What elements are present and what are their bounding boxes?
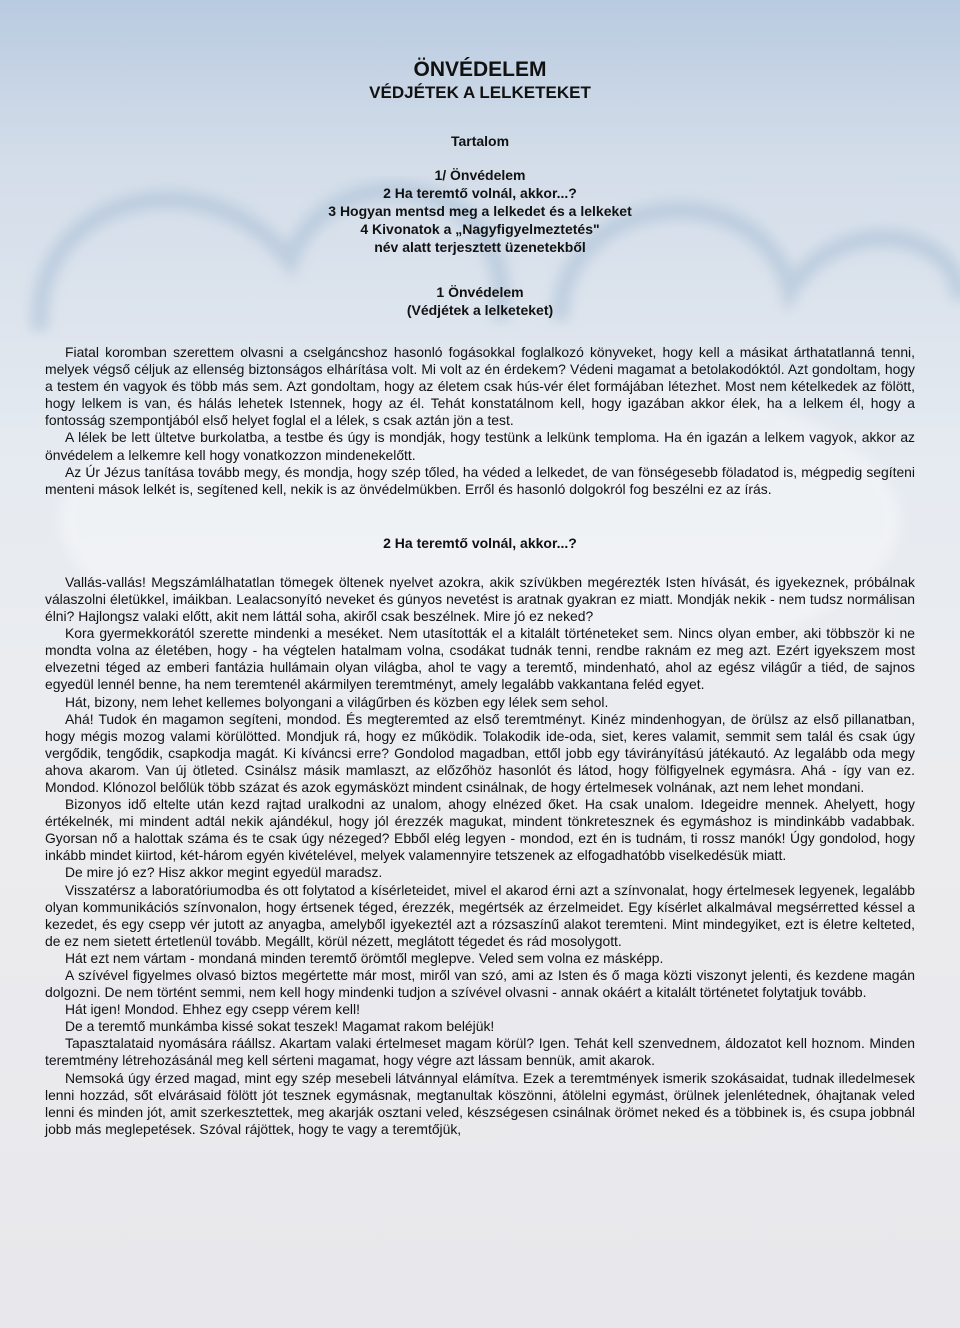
- paragraph: Kora gyermekkorától szerette mindenki a meséket. Nem utasították el a kitalált történeteket sem. Nincs olyan ember, aki többször ki ne mondta volna az életében, hogy - ha végtelen hatalmam volna, csodákat tudnák tenni, rendbe raknám ez meg azt. Ezért igyekszem most elvezetni téged az emberi fantázia hullámain olyan világba, ahol te vagy a teremtő, mindenható, ahol az egész világűr a tiéd, de sajnos egyedül lennél benne, ha nem teremtenél akármilyen teremtményt, amely legalább vakkantana feléd egyet.: [45, 625, 915, 693]
- toc-item: 1/ Önvédelem: [434, 167, 526, 183]
- table-of-contents: [45, 166, 915, 256]
- paragraph: Tapasztalataid nyomására ráállsz. Akartam valaki értelmeset magam körül? Igen. Tehát kell szenvednem, áldozatot kell hoznom. Minden teremtmény létrehozásánál meg kell sérteni magamat, hogy végre azt lássam bennük, amit akarok.: [45, 1035, 915, 1069]
- toc-item: név alatt terjesztett üzenetekből: [374, 239, 586, 255]
- document-title: ÖNVÉDELEM: [413, 58, 547, 81]
- paragraph: Hát, bizony, nem lehet kellemes bolyongani a világűrben és közben egy lélek sem sehol.: [65, 693, 609, 710]
- paragraph: De a teremtő munkámba kissé sokat teszek! Magamat rakom beléjük!: [65, 1018, 495, 1035]
- paragraph: A lélek be lett ültetve burkolatba, a testbe és úgy is mondják, hogy testünk a lelkünk temploma. Ha én igazán a lelkem vagyok, akkor az önvédelem a lelkemre kell hogy vonatkozzon mindenekelőtt.: [45, 429, 915, 463]
- paragraph: De mire jó ez? Hisz akkor megint egyedül maradsz.: [65, 864, 383, 881]
- section1-body: [45, 344, 915, 498]
- section1-subtitle: (Védjétek a lelketeket): [406, 302, 554, 318]
- section2-body: [45, 574, 915, 1138]
- paragraph: Hát ezt nem vártam - mondaná minden teremtő örömtől meglepve. Veled sem volna ez másképp.: [65, 949, 664, 966]
- paragraph: Ahá! Tudok én magamon segíteni, mondod. És megteremted az első teremtményt. Kinéz mindenhogyan, de örülsz az első pillanatban, hogy mégis mozog valami körülötted. Mondjuk rá, hogy ez működik. Tolakodik ide-oda, siet, keres valamit, semmit sem talál és csak úgy vergődik, tengődik, csapkodja magát. Ki kíváncsi erre? Gondolod magadban, ettől jobb egy távirányítású játékautó. Az legalább oda megy ahova akarom. Van új ötleted. Csinálsz másik mamlaszt, az előzőhöz hasonlót és látod, hogy fölfigyelnek egymásra. Ahá - így van ez. Mondod. Klónozol belőlük több százat és azok egymásközt mindent csinálnak, de hogy értelmesek volnának, azt nem lehet mondani.: [45, 710, 915, 795]
- document-subtitle: VÉDJÉTEK A LELKETEKET: [369, 83, 591, 102]
- paragraph: Vallás-vallás! Megszámlálhatatlan tömegek öltenek nyelvet azokra, akik szívükben megérezték Isten hívását, és igyekeznek, próbálnak válaszolni életükkel, imáikban. Lealacsonyító neveket és gúnyos nevetést is aratnak gyakran ez miatt. Mondják nekik - nem tudsz normálisan élni? Hajlongsz valaki előtt, akit nem láttál soha, akiről csak beszélnek. Mire jó ez neked?: [45, 573, 915, 625]
- paragraph: Fiatal koromban szerettem olvasni a cselgáncshoz hasonló fogásokkal foglalkozó könyveket, hogy kell a másikat árthatatlanná tenni, melyek végső céljuk az ellenség biztonságos elhárítása volt. Mi volt az én érdekem? Védeni magamat a betolakodóktól. Azt gondoltam, hogy a testem én vagyok és több más sem. Azt gondoltam, hogy az életem csak hús-vér élet formájában létezhet. Most nem kételkedek az fölött, hogy lelkem is van, és hálás lehetek Istennek, hogy az él. Tehát konstatálnom kell, hogy igazában akkor élek, ha a lelkem él, hogy a fontosság szempontjából első helyet foglal el a lélek, s csak aztán jön a test.: [45, 344, 915, 429]
- section2-title: 2 Ha teremtő volnál, akkor...?: [383, 534, 577, 551]
- toc-item: 4 Kivonatok a „Nagyfigyelmeztetés": [360, 221, 600, 237]
- toc-item: 3 Hogyan mentsd meg a lelkedet és a lelkeket: [328, 203, 632, 219]
- paragraph: A szívével figyelmes olvasó biztos megértette már most, miről van szó, ami az Isten és ő maga közti viszonyt jelenti, és kezdene magán dolgozni. De nem történt semmi, nem kell hogy mindenki tudjon a szívével olvasni - annak okáért a kitalált történetet folytatjuk tovább.: [45, 967, 915, 1001]
- paragraph: Az Úr Jézus tanítása tovább megy, és mondja, hogy szép tőled, ha véded a lelkedet, de van fönségesebb föladatod is, mégpedig segíteni menteni mások lelkét is, segítened kell, nekik is az önvédelmükben. Erről és hasonló dolgokról fog beszélni ez az írás.: [45, 463, 915, 497]
- paragraph: Visszatérsz a laboratóriumodba és ott folytatod a kísérleteidet, mivel el akarod érni azt a színvonalat, hogy értelmesek legyenek, legalább olyan kommunikációs színvonalon, hogy értsenek téged, érezzék, megértsék az érzelmeidet. Egy kísérlet alkalmával megsérretted késsel a kezedet, és egy csepp vér jutott az anyagba, amelyből igyekeztél azt a rózsaszínű alakot teremteni. Mint mindegyiket, ezt is életre kelteted, de ez nem sietett értetlenül tovább. Megállt, körül nézett, meglátott tégedet és rád mosolygott.: [45, 881, 915, 949]
- toc-label: Tartalom: [450, 133, 510, 149]
- section1-title: 1 Önvédelem: [436, 284, 524, 300]
- paragraph: Hát igen! Mondod. Ehhez egy csepp vérem kell!: [65, 1001, 360, 1018]
- paragraph: Nemsoká úgy érzed magad, mint egy szép mesebeli látvánnyal elámítva. Ezek a teremtmények ismerik szokásaidat, tudnak illedelmesek lenni hozzád, sőt elvárásaid fölött jót tesznek egymásnak, megtanultak köszönni, átölelni egymást, örülnek jelenlétednek, óhajtanak veled lenni és minden jót, amit szerkesztettek, meg akarják osztani veled, készségesen csinálnak örömet neked és a többinek is, és csupa jobbnál jobb más meglepetések. Szóval rájöttek, hogy te vagy a teremtőjük,: [45, 1069, 915, 1137]
- paragraph: Bizonyos idő eltelte után kezd rajtad uralkodni az unalom, ahogy elnézed őket. Ha csak unalom. Idegeidre mennek. Ahelyett, hogy értékelnék, mi mindent adtál nekik ajándékul, hogy jól érezzék magukat, mindent tönkretesznek és egymáshoz is mindinkább vadabbak. Gyorsan nő a halottak száma és te csak úgy nézeged? Ebből elég legyen - mondod, ezt én is tudnám, ti rossz manók! Úgy gondolod, hogy inkább mindet kiirtod, két-három egyén kivételével, melyek valamennyire tetszenek az elfogadhatóbb viselkedésük miatt.: [45, 796, 915, 864]
- document-page: [45, 0, 915, 1138]
- toc-item: 2 Ha teremtő volnál, akkor...?: [383, 185, 577, 201]
